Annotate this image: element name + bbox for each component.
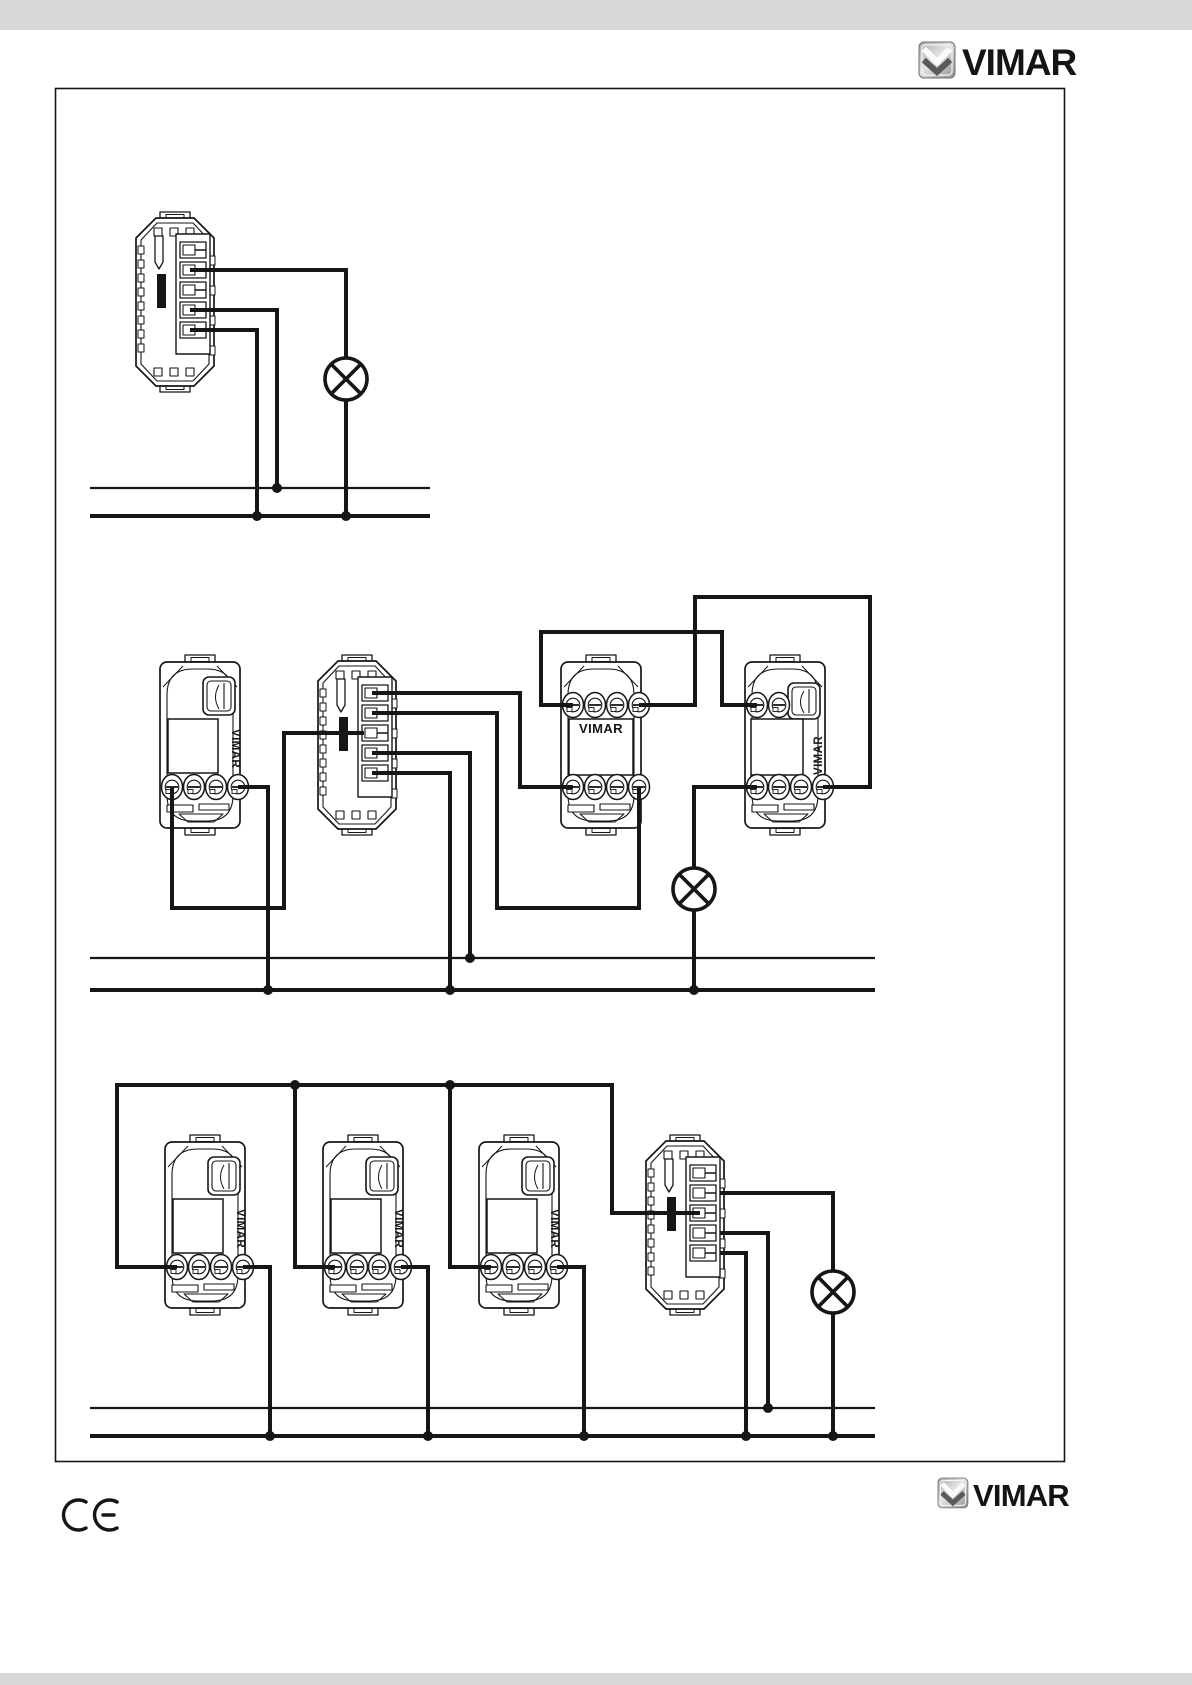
device-label: VIMAR bbox=[234, 1209, 246, 1249]
lamp-icon bbox=[325, 358, 367, 400]
lamp-icon bbox=[812, 1271, 854, 1313]
vimar-logo-header bbox=[919, 42, 1077, 83]
top-gray-bar bbox=[0, 0, 1192, 30]
vimar-wordmark: VIMAR bbox=[962, 42, 1077, 83]
device-label: VIMAR bbox=[229, 729, 241, 769]
device-label: VIMAR bbox=[813, 735, 825, 775]
device-label: VIMAR bbox=[579, 721, 623, 736]
flush-module-rear-view bbox=[318, 655, 397, 835]
vimar-emblem-icon bbox=[938, 1478, 968, 1508]
ce-mark-icon bbox=[64, 1500, 117, 1530]
flush-module-rear-view bbox=[646, 1135, 725, 1315]
wiring-diagram-1 bbox=[90, 212, 430, 521]
device-label: VIMAR bbox=[392, 1209, 404, 1249]
control-front-double-row bbox=[561, 655, 650, 835]
lamp-icon bbox=[673, 868, 715, 910]
bottom-gray-bar bbox=[0, 1673, 1192, 1685]
vimar-logo-footer bbox=[938, 1478, 1069, 1513]
vimar-emblem-icon bbox=[919, 42, 955, 78]
wiring-diagram-3 bbox=[90, 1080, 875, 1441]
device-label: VIMAR bbox=[548, 1209, 560, 1249]
flush-module-rear-view bbox=[136, 212, 215, 392]
wiring-diagram-2 bbox=[90, 597, 875, 995]
vimar-wordmark: VIMAR bbox=[973, 1478, 1069, 1513]
